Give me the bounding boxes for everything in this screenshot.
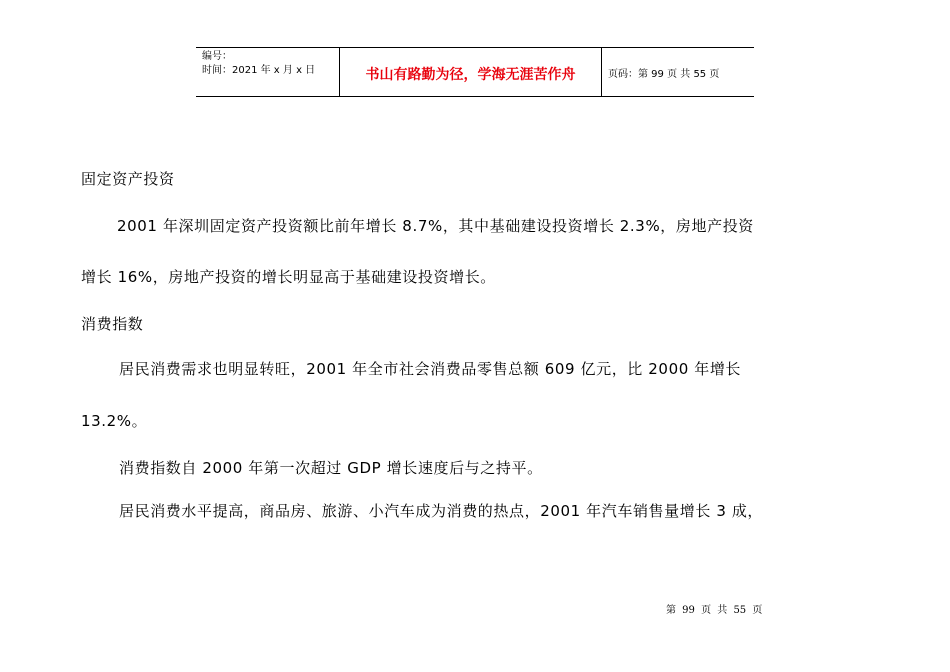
page-header-table: [196, 47, 754, 97]
header-time-label: 时间：2021 年 x 月 x 日: [202, 65, 316, 76]
paragraph-consumption-index: 消费指数自 2000 年第一次超过 GDP 增长速度后与之持平。: [119, 459, 543, 477]
header-motto: 书山有路勤为径，学海无涯苦作舟: [365, 67, 576, 83]
header-meta-cell: [196, 48, 340, 96]
paragraph-consumption-hotspots: 居民消费水平提高，商品房、旅游、小汽车成为消费的热点，2001 年汽车销售量增长 3 成，: [119, 502, 764, 520]
paragraph-fixed-assets-line1: 2001 年深圳固定资产投资额比前年增长 8.7%，其中基础建设投资增长 2.3%，房地产投资: [117, 217, 754, 235]
header-page-info: 页码：第 99 页 共 55 页: [608, 68, 720, 80]
header-page-cell: [602, 48, 754, 96]
section-heading-fixed-assets: 固定资产投资: [81, 170, 175, 188]
page-footer: 第 99 页 共 55 页: [666, 605, 763, 616]
section-heading-consumption: 消费指数: [81, 315, 144, 333]
paragraph-fixed-assets-line2: 增长 16%，房地产投资的增长明显高于基础建设投资增长。: [81, 268, 496, 286]
header-motto-cell: [340, 48, 602, 96]
paragraph-consumption-line1: 居民消费需求也明显转旺，2001 年全市社会消费品零售总额 609 亿元，比 2000 年增长: [119, 360, 742, 378]
header-code-label: 编号：: [202, 51, 232, 62]
paragraph-consumption-line2: 13.2%。: [81, 412, 148, 430]
